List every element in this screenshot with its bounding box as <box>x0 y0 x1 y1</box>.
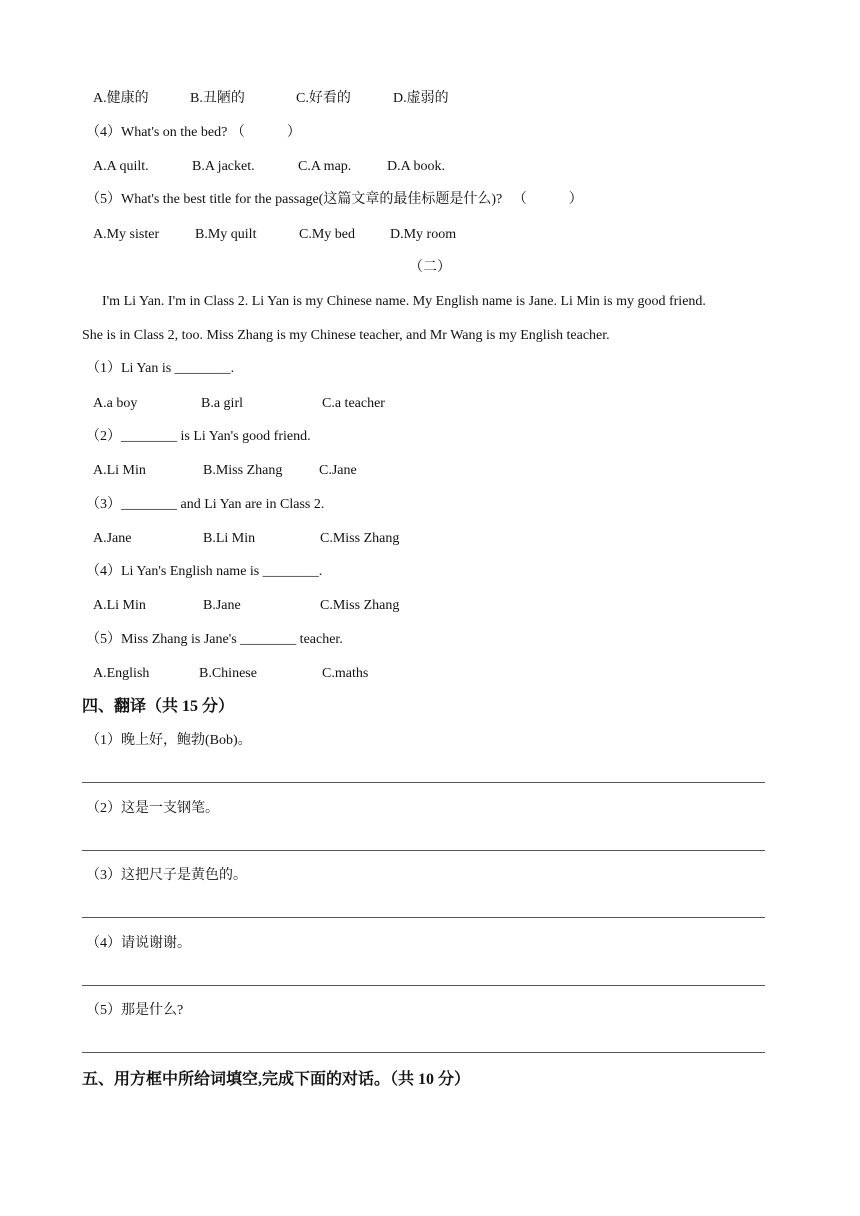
question-5: （5）Miss Zhang is Jane's ________ teacher. <box>86 632 343 647</box>
option-c: C.A map. <box>298 159 352 174</box>
question-4: （4）Li Yan's English name is ________. <box>86 564 323 579</box>
option-b: B.Miss Zhang <box>203 463 283 478</box>
answer-line[interactable] <box>82 917 765 918</box>
translation-item: （4）请说谢谢。 <box>86 936 191 951</box>
section-heading: 四、翻译（共 15 分） <box>82 698 235 715</box>
option-b: B.Chinese <box>199 666 257 681</box>
option-c: C.a teacher <box>322 396 385 411</box>
option-b: B.Jane <box>203 598 241 613</box>
passage-line: I'm Li Yan. I'm in Class 2. Li Yan is my Chinese name. My English name is Jane. Li Min is my good friend. <box>102 294 706 309</box>
option-b: B.丑陋的 <box>190 91 245 106</box>
option-b: B.a girl <box>201 396 243 411</box>
translation-item: （5）那是什么? <box>86 1003 184 1018</box>
question-2: （2）________ is Li Yan's good friend. <box>86 429 311 444</box>
option-c: C.Miss Zhang <box>320 531 400 546</box>
part-label: （二） <box>409 260 451 275</box>
option-a: A.English <box>93 666 150 681</box>
option-c: C.Miss Zhang <box>320 598 400 613</box>
option-b: B.A jacket. <box>192 159 255 174</box>
option-c: C.好看的 <box>296 91 351 106</box>
translation-item: （2）这是一支钢笔。 <box>86 801 219 816</box>
option-b: B.Li Min <box>203 531 256 546</box>
option-d: D.虚弱的 <box>393 91 449 106</box>
section-heading: 五、用方框中所给词填空,完成下面的对话。（共 10 分） <box>82 1071 471 1088</box>
passage-line: She is in Class 2, too. Miss Zhang is my Chinese teacher, and Mr Wang is my English teacher. <box>82 328 610 343</box>
question-4: （4）What's on the bed? （ ） <box>86 125 301 140</box>
option-d: D.My room <box>390 227 457 242</box>
option-a: A.a boy <box>93 396 138 411</box>
translation-item: （1）晚上好，鲍勃(Bob)。 <box>86 733 252 748</box>
option-d: D.A book. <box>387 159 445 174</box>
question-5: （5）What's the best title for the passage(这篇文章的最佳标题是什么)? （ ） <box>86 192 583 207</box>
answer-line[interactable] <box>82 985 765 986</box>
option-c: C.My bed <box>299 227 355 242</box>
option-a: A.健康的 <box>93 91 149 106</box>
option-c: C.Jane <box>319 463 357 478</box>
question-3: （3）________ and Li Yan are in Class 2. <box>86 497 325 512</box>
translation-item: （3）这把尺子是黄色的。 <box>86 868 247 883</box>
question-1: （1）Li Yan is ________. <box>86 361 235 376</box>
option-a: A.My sister <box>93 227 160 242</box>
option-a: A.A quilt. <box>93 159 149 174</box>
answer-line[interactable] <box>82 782 765 783</box>
answer-line[interactable] <box>82 850 765 851</box>
option-c: C.maths <box>322 666 369 681</box>
option-a: A.Jane <box>93 531 132 546</box>
option-a: A.Li Min <box>93 598 146 613</box>
option-b: B.My quilt <box>195 227 257 242</box>
option-a: A.Li Min <box>93 463 146 478</box>
answer-line[interactable] <box>82 1052 765 1053</box>
